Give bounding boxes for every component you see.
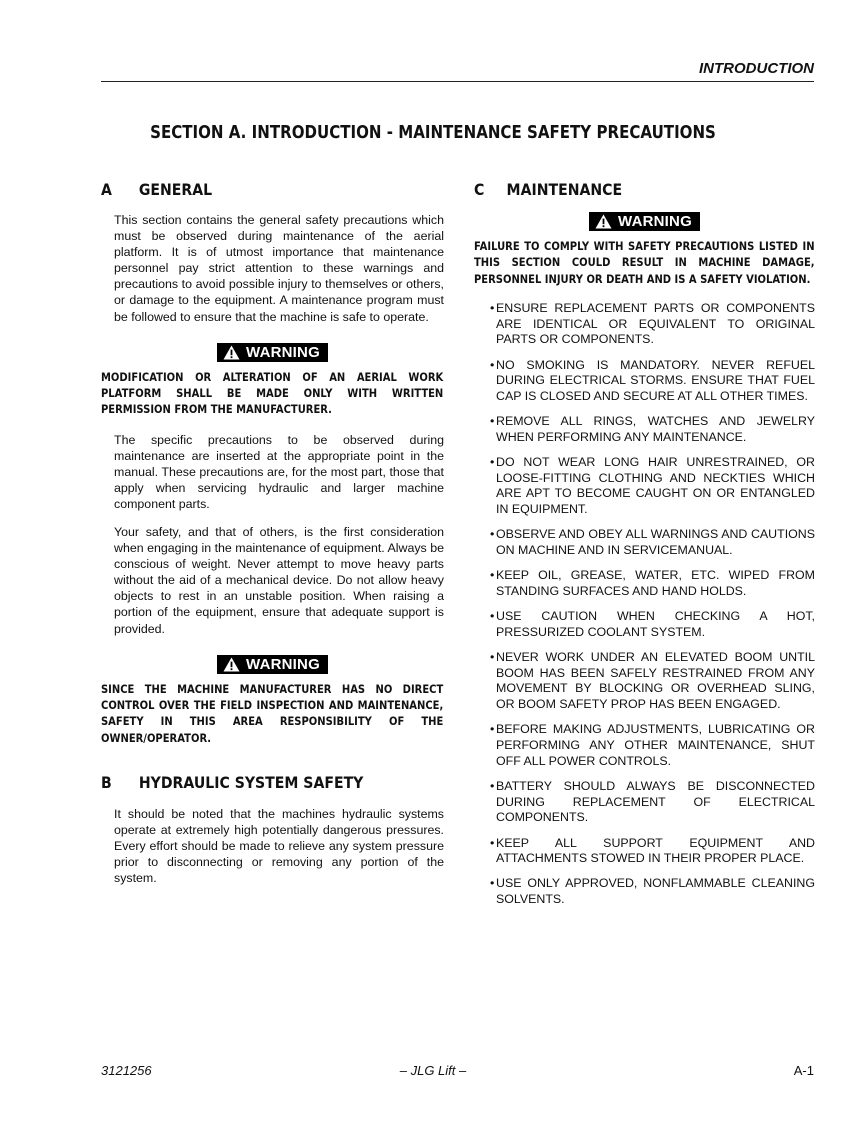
page-number: A-1 [793, 1063, 814, 1078]
section-heading-text: MAINTENANCE [506, 179, 623, 199]
list-item: • USE ONLY APPROVED, NONFLAMMABLE CLEANING SOLVENTS. [474, 876, 815, 907]
warning-triangle-icon [223, 345, 240, 360]
list-item: • USE CAUTION WHEN CHECKING A HOT, PRESSURIZED COOLANT SYSTEM. [474, 609, 815, 640]
warning-triangle-icon [223, 657, 240, 672]
list-item: • REMOVE ALL RINGS, WATCHES AND JEWELRY WHEN PERFORMING ANY MAINTENANCE. [474, 414, 815, 445]
warning-text: MODIFICATION OR ALTERATION OF AN AERIAL WORK PLATFORM SHALL BE MADE ONLY WITH WRITTEN PERMISSION FROM THE MANUFACTURER. [101, 369, 444, 417]
page-title: SECTION A. INTRODUCTION - MAINTENANCE SAFETY PRECAUTIONS [150, 123, 716, 143]
section-heading-maintenance [474, 178, 774, 200]
warning-text: FAILURE TO COMPLY WITH SAFETY PRECAUTIONS LISTED IN THIS SECTION COULD RESULT IN MACHINE DAMAGE, PERSONNEL INJURY OR DEATH AND IS A SAFETY VIOLATION. [474, 239, 815, 286]
warning-label: WARNING [246, 343, 320, 361]
list-item: • BEFORE MAKING ADJUSTMENTS, LUBRICATING OR PERFORMING ANY OTHER MAINTENANCE, SHUT OFF ALL POWER CONTROLS. [474, 722, 815, 769]
list-item: • KEEP ALL SUPPORT EQUIPMENT AND ATTACHMENTS STOWED IN THEIR PROPER PLACE. [474, 836, 815, 867]
list-item: • ENSURE REPLACEMENT PARTS OR COMPONENTS ARE IDENTICAL OR EQUIVALENT TO ORIGINAL PARTS OR COMPONENTS. [474, 301, 815, 348]
warning-text: SINCE THE MACHINE MANUFACTURER HAS NO DIRECT CONTROL OVER THE FIELD INSPECTION AND MAINTENANCE, SAFETY IN THIS AREA RESPONSIBILITY OF THE OWNER/OPERATOR. [101, 681, 444, 745]
general-paragraph-3: Your safety, and that of others, is the first consideration when engaging in the maintenance of equipment. Always be conscious of weight. Never attempt to move heavy parts without the aid of a mechanical device. Do not allow heavy objects to rest in an unstable position. When raising a portion of the equipment, ensure that adequate support is provided. [114, 525, 444, 636]
warning-badge [589, 212, 700, 231]
warning-banner [474, 212, 815, 234]
warning-banner [101, 655, 444, 677]
section-heading-hydraulic [101, 772, 403, 794]
list-item: • KEEP OIL, GREASE, WATER, ETC. WIPED FROM STANDING SURFACES AND HAND HOLDS. [474, 568, 815, 599]
list-item: • OBSERVE AND OBEY ALL WARNINGS AND CAUTIONS ON MACHINE AND IN SERVICEMANUAL. [474, 527, 815, 558]
list-item: • BATTERY SHOULD ALWAYS BE DISCONNECTED DURING REPLACEMENT OF ELECTRICAL COMPONENTS. [474, 779, 815, 826]
left-column [101, 178, 444, 898]
document-number: 3121256 [101, 1063, 152, 1078]
running-header: INTRODUCTION [699, 60, 814, 77]
warning-badge [217, 655, 328, 674]
section-letter: C [474, 179, 485, 199]
warning-triangle-icon [595, 214, 612, 229]
section-heading-general [101, 178, 403, 200]
section-heading-text: GENERAL [138, 179, 213, 199]
footer-brand: – JLG Lift – [399, 1063, 467, 1078]
hydraulic-paragraph: It should be noted that the machines hydraulic systems operate at extremely high potentially dangerous pressures. Every effort should be made to relieve any system pressure prior to disconnecting or removing any portion of the system. [114, 806, 444, 886]
warning-label: WARNING [618, 213, 692, 230]
list-item: • NO SMOKING IS MANDATORY. NEVER REFUEL DURING ELECTRICAL STORMS. ENSURE THAT FUEL CAP IS CLOSED AND SECURE AT ALL OTHER TIMES. [474, 358, 815, 405]
section-heading-text: HYDRAULIC SYSTEM SAFETY [138, 773, 364, 793]
right-column [474, 178, 815, 917]
header-divider [101, 81, 814, 82]
general-paragraph-2: The specific precautions to be observed during maintenance are inserted at the appropriate point in the manual. These precautions are, for the most part, those that apply when servicing hydraulic and larger machine component parts. [114, 432, 444, 511]
maintenance-precautions-list [474, 301, 815, 908]
list-item: • DO NOT WEAR LONG HAIR UNRESTRAINED, OR LOOSE-FITTING CLOTHING AND NECKTIES WHICH ARE APT TO BECOME CAUGHT ON OR ENTANGLED IN EQUIPMENT. [474, 455, 815, 518]
section-letter: B [101, 773, 112, 793]
section-letter: A [101, 179, 112, 199]
general-paragraph-1: This section contains the general safety precautions which must be observed during maintenance of the aerial platform. It is of utmost importance that maintenance personnel pay strict attention to these warnings and precautions to avoid possible injury to themselves or others, or damage to the equipment. A maintenance program must be followed to ensure that the machine is safe to operate. [114, 213, 444, 324]
warning-banner [101, 343, 444, 365]
warning-badge [217, 343, 328, 362]
list-item: • NEVER WORK UNDER AN ELEVATED BOOM UNTIL BOOM HAS BEEN SAFELY RESTRAINED FROM ANY MOVEMENT BY BLOCKING OR OVERHEAD SLING, OR BOOM SAFETY PROP HAS BEEN ENGAGED. [474, 650, 815, 713]
warning-label: WARNING [246, 655, 320, 673]
